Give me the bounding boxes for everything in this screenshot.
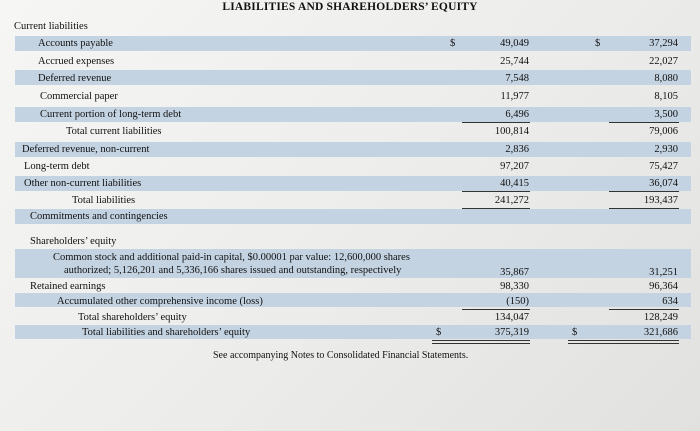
value-cell: 128,249 (643, 312, 678, 323)
value-cell: 100,814 (494, 126, 529, 137)
row-band (15, 70, 691, 85)
row-band (15, 36, 691, 51)
row-label: Deferred revenue (38, 73, 112, 84)
subtotal-rule (462, 208, 530, 209)
value-cell: 2,930 (654, 144, 678, 155)
value-cell: 22,027 (649, 56, 678, 67)
row-label: Other non-current liabilities (24, 178, 142, 189)
value-cell: 193,437 (643, 195, 678, 206)
value-cell: 25,744 (500, 56, 529, 67)
currency-symbol: $ (572, 327, 578, 338)
row-label: Long-term debt (24, 161, 90, 172)
value-cell: 98,330 (500, 281, 529, 292)
value-cell: 375,319 (494, 327, 529, 338)
row-label: Accrued expenses (38, 56, 115, 67)
row-label: Accounts payable (38, 38, 113, 49)
common-stock-label: Common stock and additional paid-in capital, $0.00001 par value: 12,600,000 shares (53, 252, 410, 263)
value-cell: 8,105 (654, 91, 678, 102)
subtotal-rule (462, 309, 530, 310)
value-cell: 79,006 (649, 126, 678, 137)
value-cell: 3,500 (654, 109, 678, 120)
row-label: Current portion of long-term debt (40, 109, 182, 120)
value-cell: (150) (506, 296, 529, 307)
subtotal-rule (462, 191, 530, 192)
value-cell: 8,080 (654, 73, 678, 84)
subtotal-rule (609, 191, 679, 192)
value-cell: 2,836 (505, 144, 529, 155)
row-label: Deferred revenue, non-current (22, 144, 150, 155)
value-cell: 75,427 (649, 161, 678, 172)
value-cell: 97,207 (500, 161, 529, 172)
value-cell: 31,251 (649, 267, 678, 278)
value-cell: 241,272 (494, 195, 529, 206)
equity-heading: Shareholders’ equity (30, 236, 117, 247)
value-cell: 37,294 (649, 38, 678, 49)
common-stock-label-cont: authorized; 5,126,201 and 5,336,166 shares issued and outstanding, respectively (64, 265, 402, 276)
row-label: Retained earnings (30, 281, 106, 292)
commitments-label: Commitments and contingencies (30, 211, 168, 222)
footnote: See accompanying Notes to Consolidated Financial Statements. (213, 350, 469, 361)
value-cell: 321,686 (643, 327, 678, 338)
row-label: Total liabilities (72, 195, 136, 206)
value-cell: 134,047 (494, 312, 529, 323)
grand-total-rule (432, 340, 530, 344)
subtotal-rule (609, 122, 679, 123)
value-cell: 36,074 (649, 178, 678, 189)
row-label: Total current liabilities (66, 126, 162, 137)
currency-symbol: $ (595, 38, 601, 49)
value-cell: 634 (662, 296, 678, 307)
currency-symbol: $ (436, 327, 442, 338)
current-liabilities-heading: Current liabilities (14, 21, 88, 32)
grand-total-rule (568, 340, 679, 344)
value-cell: 11,977 (500, 91, 529, 102)
row-label: Total shareholders’ equity (78, 312, 187, 323)
value-cell: 6,496 (505, 109, 529, 120)
value-cell: 7,548 (505, 73, 529, 84)
row-label: Commercial paper (40, 91, 118, 102)
subtotal-rule (609, 208, 679, 209)
subtotal-rule (462, 122, 530, 123)
value-cell: 49,049 (500, 38, 529, 49)
row-label: Accumulated other comprehensive income (loss) (57, 296, 263, 307)
currency-symbol: $ (450, 38, 456, 49)
row-label: Total liabilities and shareholders’ equity (82, 327, 251, 338)
statement-title: LIABILITIES AND SHAREHOLDERS’ EQUITY (222, 1, 478, 13)
subtotal-rule (609, 309, 679, 310)
value-cell: 40,415 (500, 178, 529, 189)
value-cell: 35,867 (500, 267, 529, 278)
value-cell: 96,364 (649, 281, 678, 292)
